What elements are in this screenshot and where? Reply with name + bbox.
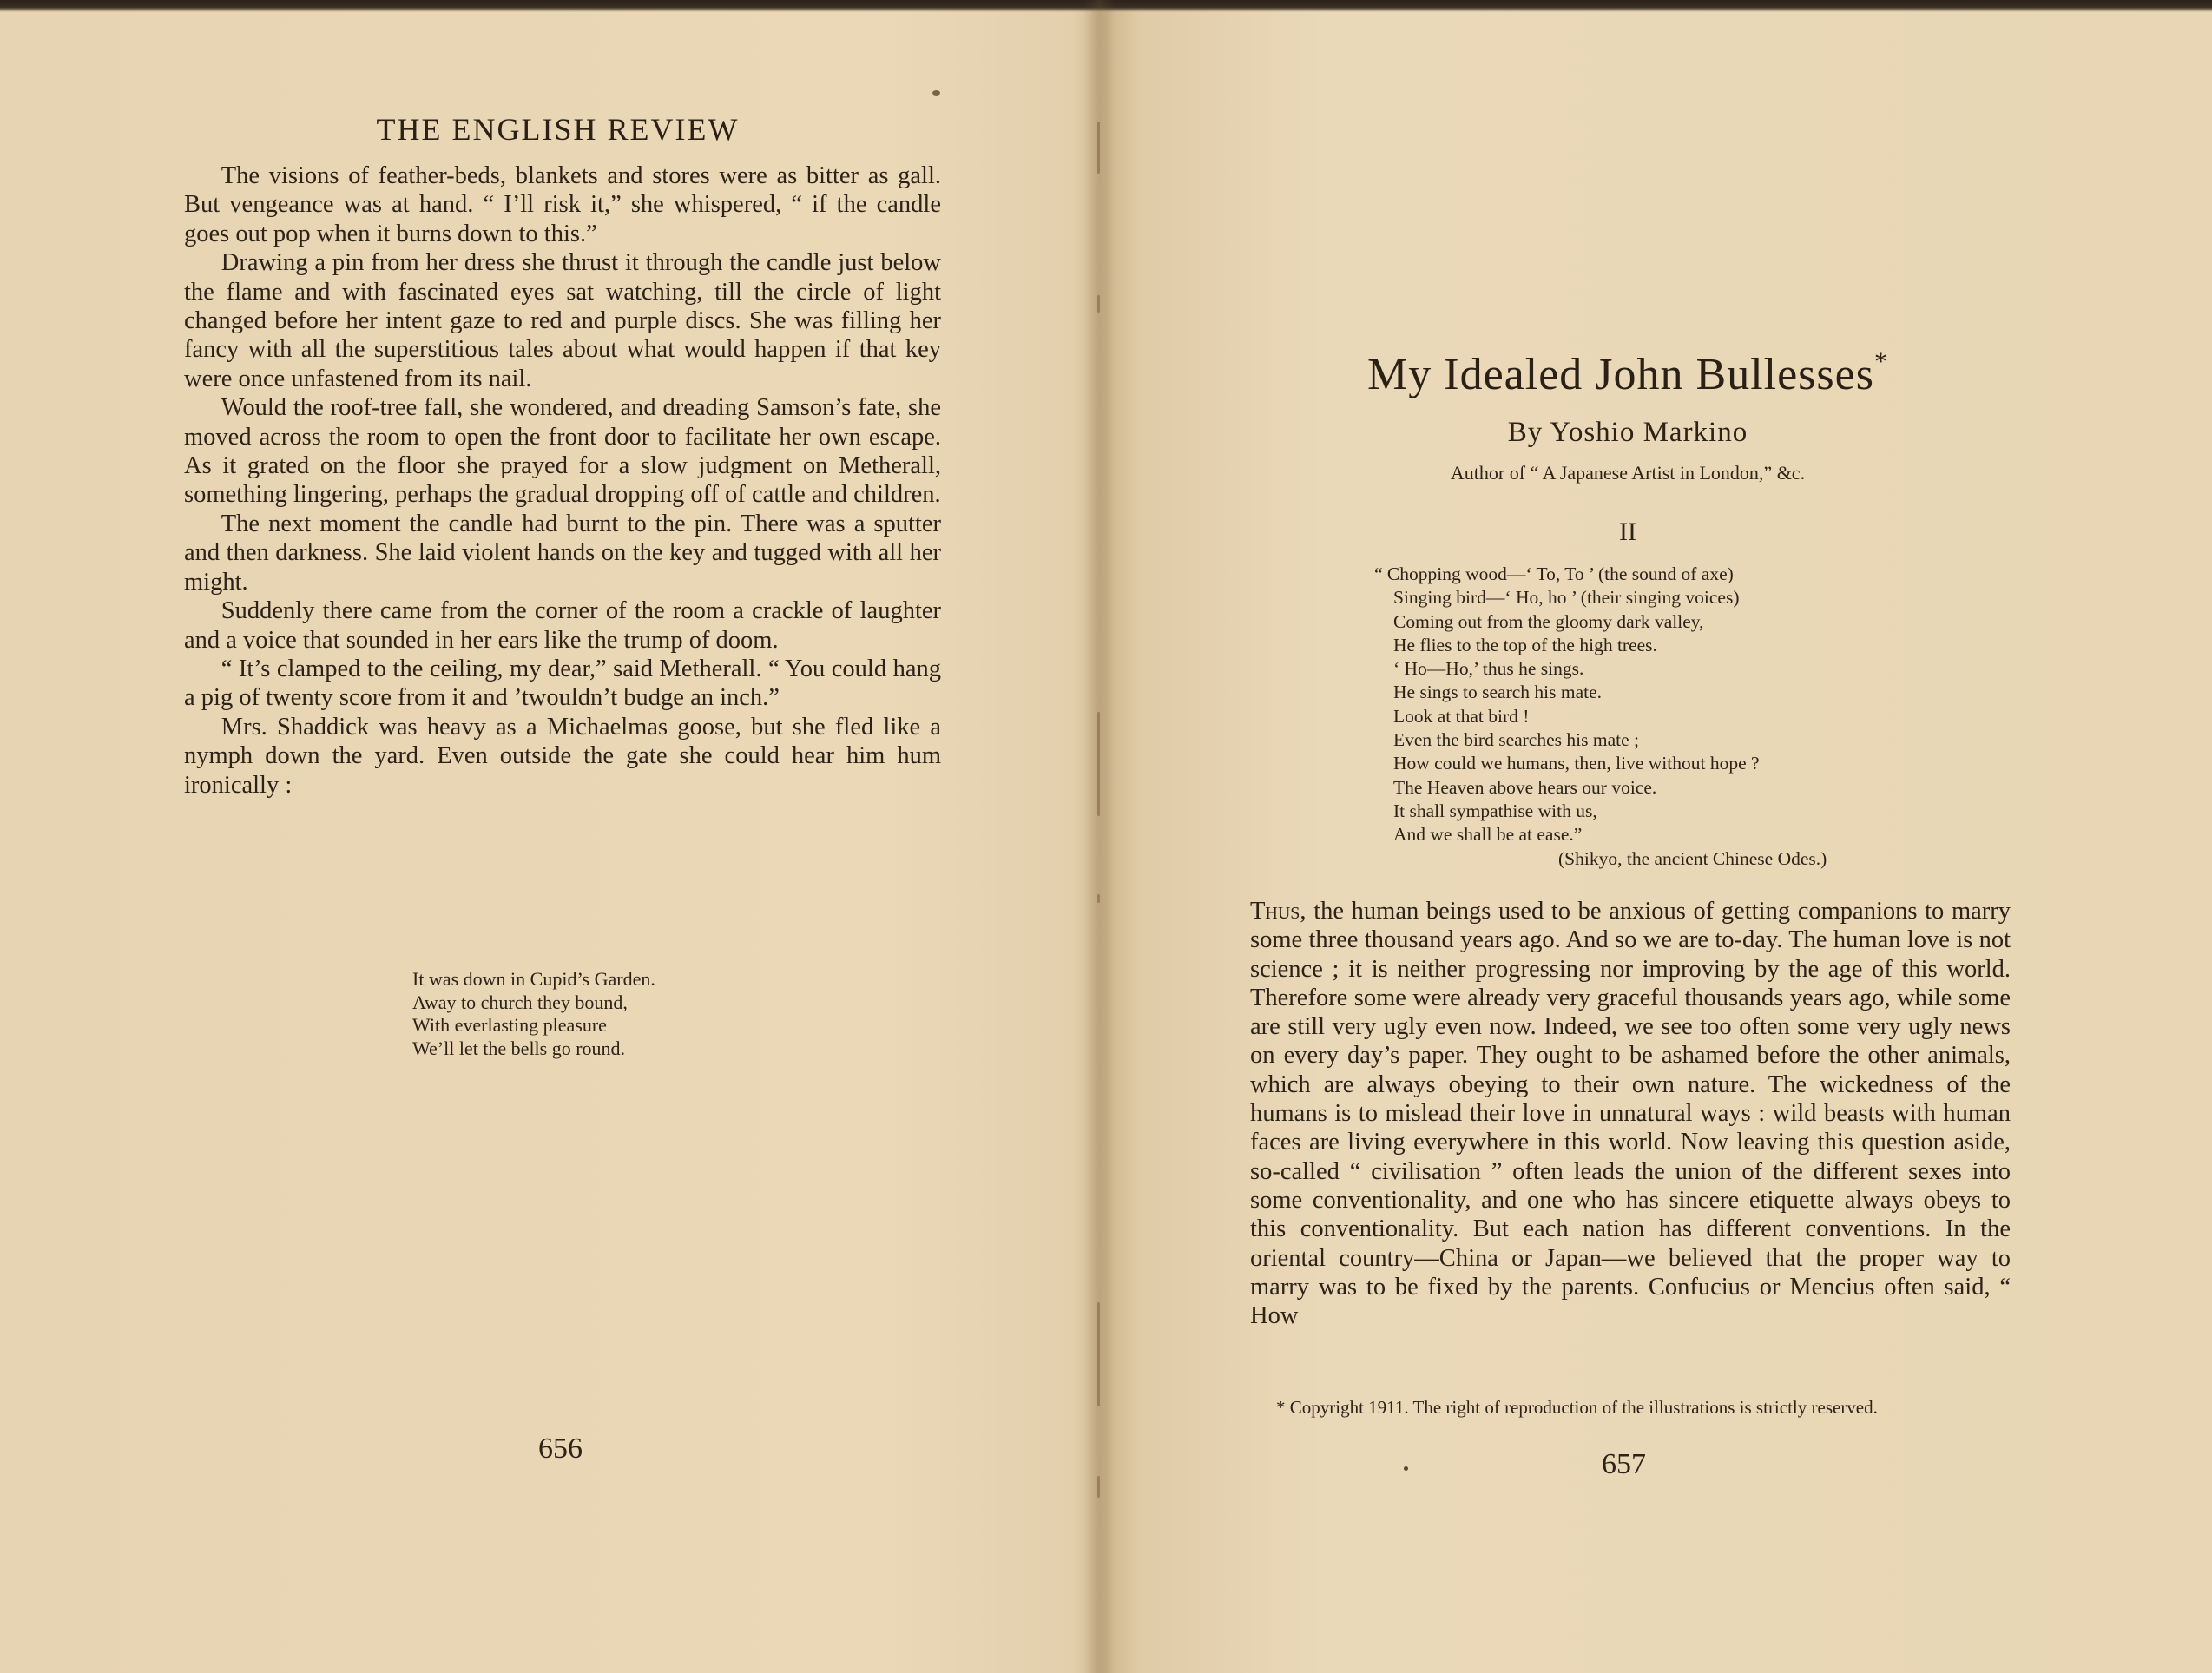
song-verse	[412, 968, 655, 1060]
paragraph-text: the human beings used to be anxious of getting companions to marry some three thousand years ago. And so we are to-day. The human love is not science ; it is neither progressing nor improving by the age of this world. Therefore some were already very graceful thousands years ago, while some are still very ugly even now. Indeed, we see too often some very ugly news on every day’s paper. They ought to be ashamed before the other animals, which are always obeying to their own nature. The wickedness of the humans is to mislead their love in unnatural ways : wild beasts with human faces are living everywhere in this world. Now leaving this question aside, so-called “ civilisation ” often leads the union of the different sexes into some conventionality, and one who has sincere etiquette always obeys to this conventionality. But each nation has different conventions. In the oriental country—China or Japan—we believed that the proper way to marry was to be fixed by the parents. Confucius or Mencius often said, “ How	[1250, 898, 2011, 1330]
verse-line: Look at that bird !	[1393, 705, 1530, 727]
section-number: II	[1619, 517, 1636, 546]
binding-stitch	[1097, 1302, 1100, 1406]
paragraph: Suddenly there came from the corner of the room a crackle of laughter and a voice that sounded in her ears like the trump of doom.	[184, 597, 941, 654]
paragraph: The next moment the candle had burnt to the pin. There was a sputter and then darkness. She laid violent hands on the key and tugged with all her might.	[184, 510, 941, 596]
book-gutter	[1083, 0, 1115, 1673]
binding-stitch	[1097, 712, 1100, 816]
verse-line: It shall sympathise with us,	[1393, 800, 1597, 821]
article-title	[1246, 347, 2010, 400]
verse-line: How could we humans, then, live without hope ?	[1393, 753, 1760, 774]
verse-line: He flies to the top of the high trees.	[1393, 634, 1657, 655]
right-page	[1246, 0, 2010, 1673]
binding-stitch	[1097, 295, 1100, 313]
opening-word: Thus,	[1250, 898, 1307, 925]
footnote-text: * Copyright 1911. The right of reproduction of the illustrations is strictly reserved.	[1276, 1397, 1878, 1418]
paragraph: Mrs. Shaddick was heavy as a Michaelmas goose, but she fled like a nymph down the yard. Even outside the gate she could hear him hum ironically :	[184, 713, 941, 799]
paragraph: Drawing a pin from her dress she thrust it through the candle just below the flame and with fascinated eyes sat watching, till the circle of light changed before her intent gaze to red and purple discs. She was filling her fancy with all the superstitious tales about what would happen if that key were once unfastened from its nail.	[184, 249, 941, 392]
paragraph	[1250, 897, 2011, 1330]
binding-stitch	[1097, 122, 1100, 174]
page-number: 656	[538, 1433, 583, 1465]
binding-stitch	[1097, 894, 1100, 903]
verse-line: Coming out from the gloomy dark valley,	[1393, 610, 1704, 632]
verse-line: ‘ Ho—Ho,’ thus he sings.	[1393, 658, 1584, 680]
verse-line: Singing bird—‘ Ho, ho ’ (their singing voices)	[1393, 587, 1740, 609]
running-head: THE ENGLISH REVIEW	[376, 112, 740, 147]
epigraph-verse	[1374, 563, 1827, 871]
paragraph: “ It’s clamped to the ceiling, my dear,” said Metherall. “ You could hang a pig of twenty score from it and ’twouldn’t budge an inch.”	[184, 655, 941, 712]
verse-line: Away to church they bound,	[412, 991, 628, 1013]
footnote	[1250, 1396, 2011, 1419]
article-body	[1250, 897, 2011, 1330]
page-number: 657	[1602, 1448, 1646, 1480]
verse-line: The Heaven above hears our voice.	[1393, 776, 1657, 798]
verse-attribution: (Shikyo, the ancient Chinese Odes.)	[1558, 847, 1827, 869]
verse-line: “ Chopping wood—‘ To, To ’ (the sound of axe)	[1374, 563, 1734, 584]
byline: By Yoshio Markino	[1507, 417, 1748, 448]
author-note: Author of “ A Japanese Artist in London,” &c.	[1450, 462, 1806, 484]
verse-line: It was down in Cupid’s Garden.	[412, 968, 655, 990]
left-page	[174, 0, 942, 1673]
verse-line: He sings to search his mate.	[1393, 682, 1603, 703]
binding-stitch	[1097, 1476, 1100, 1498]
verse-line: And we shall be at ease.”	[1393, 824, 1583, 846]
left-body-text	[184, 161, 941, 800]
paragraph: Would the roof-tree fall, she wondered, and dreading Samson’s fate, she moved across the room to open the front door to facilitate her own escape. As it grated on the floor she prayed for a slow judgment on Metherall, something lingering, perhaps the gradual dropping off of cattle and children.	[184, 394, 941, 509]
verse-line: We’ll let the bells go round.	[412, 1037, 626, 1059]
verse-line: Even the bird searches his mate ;	[1393, 729, 1639, 751]
verse-line: With everlasting pleasure	[412, 1014, 607, 1036]
footnote-mark: *	[1873, 347, 1888, 376]
title-text: My Idealed John Bullesses	[1367, 350, 1874, 399]
paragraph: The visions of feather-beds, blankets and stores were as bitter as gall. But vengeance was at hand. “ I’ll risk it,” she whispered, “ if the candle goes out pop when it burns down to this.”	[184, 162, 941, 247]
